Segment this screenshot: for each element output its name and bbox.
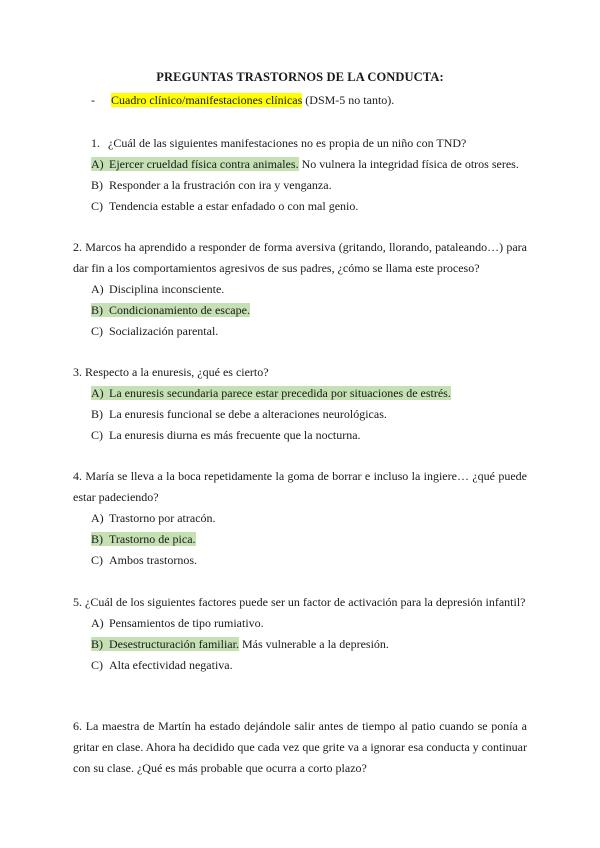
option-a: A) Trastorno por atracón. bbox=[91, 511, 216, 525]
subtitle-highlight: Cuadro clínico/manifestaciones clínicas bbox=[111, 93, 303, 107]
option-a: A) Ejercer crueldad física contra animales. No vulnera la integridad física de otros seres. bbox=[91, 157, 519, 171]
subtitle-line bbox=[91, 93, 394, 108]
option-c: C) Ambos trastornos. bbox=[91, 553, 197, 567]
option-b: B) Trastorno de pica. bbox=[91, 532, 196, 546]
option-c: C) La enuresis diurna es más frecuente que la nocturna. bbox=[91, 428, 361, 442]
answer-note: Más vulnerable a la depresión. bbox=[238, 637, 389, 651]
option-b: B) Condicionamiento de escape. bbox=[91, 303, 250, 317]
page-title: PREGUNTAS TRASTORNOS DE LA CONDUCTA: bbox=[156, 70, 444, 84]
question-number: 1. bbox=[91, 136, 100, 150]
option-a: A) Disciplina inconsciente. bbox=[91, 282, 225, 296]
bullet-dash: - bbox=[91, 93, 95, 107]
question-3 bbox=[73, 362, 527, 446]
question-text: 2. Marcos ha aprendido a responder de forma aversiva (gritando, llorando, pataleando…) para dar fin a los comportamientos agresivos de sus padres, ¿cómo se llama este proceso? bbox=[73, 240, 527, 275]
option-c: C) Tendencia estable a estar enfadado o con mal genio. bbox=[91, 199, 359, 213]
option-b: B) Desestructuración familiar. Más vulnerable a la depresión. bbox=[91, 637, 389, 651]
option-a: A) Pensamientos de tipo rumiativo. bbox=[91, 616, 264, 630]
option-c: C) Socialización parental. bbox=[91, 324, 219, 338]
question-5 bbox=[73, 592, 527, 676]
question-text: 1. ¿Cuál de las siguientes manifestaciones no es propia de un niño con TND? bbox=[73, 133, 527, 154]
subtitle-rest: (DSM-5 no tanto). bbox=[302, 93, 395, 107]
question-text: 5. ¿Cuál de los siguientes factores puede ser un factor de activación para la depresión infantil? bbox=[73, 595, 526, 609]
question-text: 3. Respecto a la enuresis, ¿qué es cierto? bbox=[73, 365, 269, 379]
option-b: B) La enuresis funcional se debe a alteraciones neurológicas. bbox=[91, 407, 387, 421]
answer-note: No vulnera la integridad física de otros seres. bbox=[298, 157, 519, 171]
question-4 bbox=[73, 466, 527, 571]
question-6 bbox=[73, 716, 527, 779]
question-1 bbox=[73, 133, 527, 217]
question-2 bbox=[73, 237, 527, 342]
option-b: B) Responder a la frustración con ira y venganza. bbox=[91, 178, 332, 192]
question-text: 4. María se lleva a la boca repetidamente la goma de borrar e incluso la ingiere… ¿qué puede estar padeciendo? bbox=[73, 469, 527, 504]
option-a: A) La enuresis secundaria parece estar precedida por situaciones de estrés. bbox=[91, 386, 451, 400]
option-c: C) Alta efectividad negativa. bbox=[91, 658, 233, 672]
question-text: 6. La maestra de Martín ha estado dejándole salir antes de tiempo al patio cuando se ponía a gritar en clase. Ahora ha decidido que cada vez que grite va a ignorar esa conducta y continuar con su clase. ¿Qué es más probable que ocurra a corto plazo? bbox=[73, 719, 527, 775]
